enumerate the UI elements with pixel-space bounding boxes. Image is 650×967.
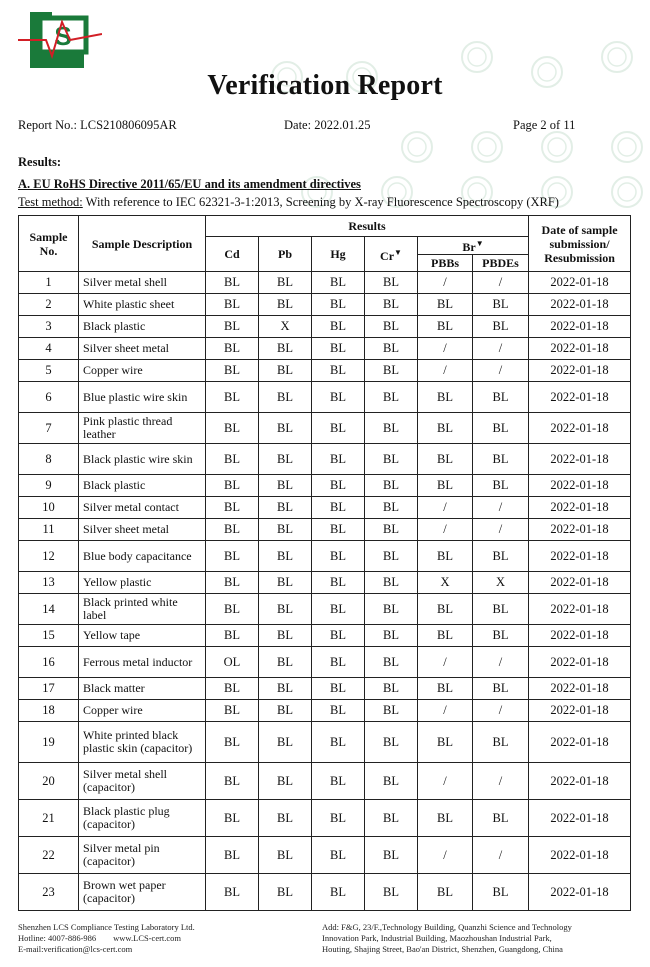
submission-date: 2022-01-18 xyxy=(529,800,631,837)
pbbs-result: BL xyxy=(418,444,473,475)
pb-result: BL xyxy=(259,678,312,700)
footer-hotline: Hotline: 4007-886-986 www.LCS-cert.com xyxy=(18,933,182,943)
table-row xyxy=(19,294,631,316)
watermark-emblem-icon xyxy=(400,130,434,164)
watermark-emblem-icon xyxy=(600,40,634,74)
sample-no: 6 xyxy=(19,382,79,413)
pbbs-result: / xyxy=(418,338,473,360)
table-row xyxy=(19,700,631,722)
submission-date: 2022-01-18 xyxy=(529,594,631,625)
cd-result: BL xyxy=(206,700,259,722)
pbdes-result: BL xyxy=(473,678,529,700)
cd-result: BL xyxy=(206,294,259,316)
report-number: Report No.: LCS210806095AR xyxy=(18,118,177,132)
hg-result: BL xyxy=(312,874,365,911)
test-method-text: With reference to IEC 62321-3-1:2013, Screening by X-ray Fluorescence Spectroscopy (XRF) xyxy=(82,195,559,209)
sample-description: Silver metal shell xyxy=(79,272,206,294)
sample-description: Yellow plastic xyxy=(79,572,206,594)
cd-result: BL xyxy=(206,572,259,594)
cd-result: BL xyxy=(206,360,259,382)
report-date: Date: 2022.01.25 xyxy=(284,118,371,132)
cd-result: BL xyxy=(206,874,259,911)
sample-no: 22 xyxy=(19,837,79,874)
pbdes-result: BL xyxy=(473,722,529,763)
header-results: Results xyxy=(206,216,529,237)
cr-result: BL xyxy=(365,722,418,763)
pb-result: BL xyxy=(259,382,312,413)
pbbs-result: / xyxy=(418,497,473,519)
hg-result: BL xyxy=(312,360,365,382)
header-br-marker: ▼ xyxy=(475,239,484,248)
sample-description: Black plastic xyxy=(79,316,206,338)
pbdes-result: / xyxy=(473,837,529,874)
pbdes-result: BL xyxy=(473,541,529,572)
cd-result: BL xyxy=(206,413,259,444)
hg-result: BL xyxy=(312,382,365,413)
pbbs-result: / xyxy=(418,837,473,874)
footer-address-line-2: Innovation Park, Industrial Building, Maozhoushan Industrial Park, xyxy=(322,933,552,943)
table-row xyxy=(19,444,631,475)
cd-result: BL xyxy=(206,800,259,837)
submission-date: 2022-01-18 xyxy=(529,360,631,382)
pb-result: X xyxy=(259,316,312,338)
submission-date: 2022-01-18 xyxy=(529,837,631,874)
hg-result: BL xyxy=(312,837,365,874)
cd-result: BL xyxy=(206,678,259,700)
test-method-label: Test method: xyxy=(18,195,83,209)
sample-no: 17 xyxy=(19,678,79,700)
sample-description: Copper wire xyxy=(79,360,206,382)
pbdes-result: / xyxy=(473,497,529,519)
sample-no: 2 xyxy=(19,294,79,316)
cd-result: BL xyxy=(206,316,259,338)
pb-result: BL xyxy=(259,700,312,722)
header-pbdes: PBDEs xyxy=(473,255,529,272)
cr-result: BL xyxy=(365,625,418,647)
hg-result: BL xyxy=(312,272,365,294)
pbbs-result: / xyxy=(418,700,473,722)
section-heading: A. EU RoHS Directive 2011/65/EU and its amendment directives xyxy=(18,177,361,191)
sample-description: Black printed white label xyxy=(79,594,206,625)
cd-result: BL xyxy=(206,272,259,294)
sample-no: 8 xyxy=(19,444,79,475)
sample-description: Brown wet paper (capacitor) xyxy=(79,874,206,911)
cr-result: BL xyxy=(365,382,418,413)
pbbs-result: BL xyxy=(418,722,473,763)
submission-date: 2022-01-18 xyxy=(529,763,631,800)
watermark-emblem-icon xyxy=(610,130,644,164)
cd-result: BL xyxy=(206,444,259,475)
pbdes-result: / xyxy=(473,338,529,360)
submission-date: 2022-01-18 xyxy=(529,497,631,519)
table-row xyxy=(19,763,631,800)
hg-result: BL xyxy=(312,413,365,444)
submission-date: 2022-01-18 xyxy=(529,647,631,678)
cr-result: BL xyxy=(365,272,418,294)
cr-result: BL xyxy=(365,294,418,316)
submission-date: 2022-01-18 xyxy=(529,700,631,722)
cr-result: BL xyxy=(365,647,418,678)
sample-description: White printed black plastic skin (capacitor) xyxy=(79,722,206,763)
cr-result: BL xyxy=(365,497,418,519)
pbbs-result: BL xyxy=(418,316,473,338)
pb-result: BL xyxy=(259,625,312,647)
header-cd: Cd xyxy=(206,237,259,272)
sample-description: Blue body capacitance xyxy=(79,541,206,572)
cd-result: BL xyxy=(206,541,259,572)
pb-result: BL xyxy=(259,541,312,572)
sample-description: Black plastic wire skin xyxy=(79,444,206,475)
footer-email: E-mail:verification@lcs-cert.com xyxy=(18,944,133,954)
cr-result: BL xyxy=(365,572,418,594)
cr-result: BL xyxy=(365,837,418,874)
table-row xyxy=(19,316,631,338)
sample-no: 21 xyxy=(19,800,79,837)
page-number: Page 2 of 11 xyxy=(513,118,576,132)
table-row xyxy=(19,413,631,444)
submission-date: 2022-01-18 xyxy=(529,444,631,475)
pb-result: BL xyxy=(259,272,312,294)
hg-result: BL xyxy=(312,594,365,625)
pbbs-result: / xyxy=(418,272,473,294)
pbdes-result: X xyxy=(473,572,529,594)
pbdes-result: / xyxy=(473,763,529,800)
submission-date: 2022-01-18 xyxy=(529,722,631,763)
pbbs-result: / xyxy=(418,360,473,382)
pbbs-result: BL xyxy=(418,625,473,647)
cr-result: BL xyxy=(365,594,418,625)
lcs-logo xyxy=(18,10,102,72)
hg-result: BL xyxy=(312,294,365,316)
submission-date: 2022-01-18 xyxy=(529,625,631,647)
sample-no: 10 xyxy=(19,497,79,519)
pb-result: BL xyxy=(259,475,312,497)
sample-no: 19 xyxy=(19,722,79,763)
sample-no: 20 xyxy=(19,763,79,800)
submission-date: 2022-01-18 xyxy=(529,475,631,497)
results-label: Results: xyxy=(18,155,62,169)
cr-result: BL xyxy=(365,541,418,572)
footer-company-name: Shenzhen LCS Compliance Testing Laboratory Ltd. xyxy=(18,922,195,932)
table-row xyxy=(19,572,631,594)
watermark-emblem-icon xyxy=(540,130,574,164)
sample-description: Blue plastic wire skin xyxy=(79,382,206,413)
pb-result: BL xyxy=(259,572,312,594)
submission-date: 2022-01-18 xyxy=(529,413,631,444)
sample-no: 14 xyxy=(19,594,79,625)
pbdes-result: BL xyxy=(473,382,529,413)
sample-no: 15 xyxy=(19,625,79,647)
submission-date: 2022-01-18 xyxy=(529,272,631,294)
cd-result: BL xyxy=(206,338,259,360)
table-row xyxy=(19,647,631,678)
header-br-label: Br xyxy=(462,240,476,254)
pbdes-result: BL xyxy=(473,874,529,911)
hg-result: BL xyxy=(312,475,365,497)
pb-result: BL xyxy=(259,594,312,625)
sample-description: Pink plastic thread leather xyxy=(79,413,206,444)
pb-result: BL xyxy=(259,763,312,800)
pbbs-result: X xyxy=(418,572,473,594)
footer-address xyxy=(322,922,572,955)
cr-result: BL xyxy=(365,874,418,911)
pbbs-result: BL xyxy=(418,413,473,444)
sample-description: Ferrous metal inductor xyxy=(79,647,206,678)
table-row xyxy=(19,475,631,497)
cr-result: BL xyxy=(365,700,418,722)
table-row xyxy=(19,497,631,519)
pb-result: BL xyxy=(259,519,312,541)
cr-result: BL xyxy=(365,800,418,837)
sample-no: 12 xyxy=(19,541,79,572)
watermark-emblem-icon xyxy=(610,175,644,209)
pb-result: BL xyxy=(259,647,312,678)
pb-result: BL xyxy=(259,413,312,444)
pb-result: BL xyxy=(259,294,312,316)
pbdes-result: / xyxy=(473,519,529,541)
hg-result: BL xyxy=(312,316,365,338)
hg-result: BL xyxy=(312,647,365,678)
submission-date: 2022-01-18 xyxy=(529,294,631,316)
pbbs-result: BL xyxy=(418,874,473,911)
cd-result: BL xyxy=(206,475,259,497)
sample-no: 13 xyxy=(19,572,79,594)
sample-no: 11 xyxy=(19,519,79,541)
table-row xyxy=(19,722,631,763)
cr-result: BL xyxy=(365,413,418,444)
cd-result: BL xyxy=(206,519,259,541)
submission-date: 2022-01-18 xyxy=(529,338,631,360)
footer-address-line-3: Houting, Shajing Street, Bao'an District, Shenzhen, Guangdong, China xyxy=(322,944,563,954)
cd-result: BL xyxy=(206,837,259,874)
sample-description: Silver metal pin (capacitor) xyxy=(79,837,206,874)
cr-result: BL xyxy=(365,444,418,475)
cr-result: BL xyxy=(365,360,418,382)
pbdes-result: BL xyxy=(473,594,529,625)
header-sample-no: Sample No. xyxy=(19,216,79,272)
pbbs-result: BL xyxy=(418,382,473,413)
sample-description: Copper wire xyxy=(79,700,206,722)
pbdes-result: BL xyxy=(473,316,529,338)
cd-result: BL xyxy=(206,625,259,647)
table-row xyxy=(19,800,631,837)
hg-result: BL xyxy=(312,541,365,572)
sample-no: 1 xyxy=(19,272,79,294)
sample-no: 3 xyxy=(19,316,79,338)
sample-description: Black plastic xyxy=(79,475,206,497)
pbdes-result: / xyxy=(473,647,529,678)
pb-result: BL xyxy=(259,497,312,519)
submission-date: 2022-01-18 xyxy=(529,519,631,541)
pbbs-result: BL xyxy=(418,294,473,316)
pbdes-result: BL xyxy=(473,444,529,475)
watermark-emblem-icon xyxy=(470,130,504,164)
header-cr-label: Cr xyxy=(380,248,395,263)
footer-address-line-1: Add: F&G, 23/F.,Technology Building, Quanzhi Science and Technology xyxy=(322,922,572,932)
table-row xyxy=(19,837,631,874)
watermark-emblem-icon xyxy=(460,40,494,74)
sample-no: 7 xyxy=(19,413,79,444)
submission-date: 2022-01-18 xyxy=(529,541,631,572)
pb-result: BL xyxy=(259,360,312,382)
hg-result: BL xyxy=(312,722,365,763)
header-pbbs: PBBs xyxy=(418,255,473,272)
cr-result: BL xyxy=(365,338,418,360)
pbbs-result: BL xyxy=(418,541,473,572)
sample-description: Silver metal contact xyxy=(79,497,206,519)
pbbs-result: / xyxy=(418,763,473,800)
pb-result: BL xyxy=(259,837,312,874)
pb-result: BL xyxy=(259,874,312,911)
cr-result: BL xyxy=(365,519,418,541)
table-row xyxy=(19,338,631,360)
cd-result: BL xyxy=(206,382,259,413)
report-title: Verification Report xyxy=(207,70,443,101)
table-row xyxy=(19,272,631,294)
table-row xyxy=(19,382,631,413)
pbdes-result: BL xyxy=(473,800,529,837)
svg-text:S: S xyxy=(54,21,72,51)
cr-result: BL xyxy=(365,678,418,700)
header-pb: Pb xyxy=(259,237,312,272)
table-row xyxy=(19,874,631,911)
sample-no: 18 xyxy=(19,700,79,722)
hg-result: BL xyxy=(312,497,365,519)
sample-no: 5 xyxy=(19,360,79,382)
sample-no: 9 xyxy=(19,475,79,497)
hg-result: BL xyxy=(312,519,365,541)
pb-result: BL xyxy=(259,338,312,360)
sample-description: Silver sheet metal xyxy=(79,519,206,541)
pbbs-result: BL xyxy=(418,800,473,837)
header-cr xyxy=(365,237,418,272)
cd-result: BL xyxy=(206,497,259,519)
pbdes-result: BL xyxy=(473,625,529,647)
cd-result: BL xyxy=(206,594,259,625)
submission-date: 2022-01-18 xyxy=(529,382,631,413)
pbdes-result: / xyxy=(473,700,529,722)
hg-result: BL xyxy=(312,763,365,800)
table-row xyxy=(19,625,631,647)
pbbs-result: / xyxy=(418,519,473,541)
sample-description: Black matter xyxy=(79,678,206,700)
pb-result: BL xyxy=(259,800,312,837)
table-row xyxy=(19,360,631,382)
hg-result: BL xyxy=(312,700,365,722)
header-sample-description: Sample Description xyxy=(79,216,206,272)
test-method xyxy=(18,195,559,210)
submission-date: 2022-01-18 xyxy=(529,316,631,338)
sample-description: White plastic sheet xyxy=(79,294,206,316)
pbbs-result: BL xyxy=(418,594,473,625)
submission-date: 2022-01-18 xyxy=(529,678,631,700)
cr-result: BL xyxy=(365,316,418,338)
pbbs-result: / xyxy=(418,647,473,678)
header-cr-marker: ▼ xyxy=(394,247,402,257)
pbdes-result: BL xyxy=(473,413,529,444)
header-br xyxy=(418,237,529,255)
submission-date: 2022-01-18 xyxy=(529,572,631,594)
hg-result: BL xyxy=(312,625,365,647)
cr-result: BL xyxy=(365,763,418,800)
sample-no: 16 xyxy=(19,647,79,678)
cr-result: BL xyxy=(365,475,418,497)
hg-result: BL xyxy=(312,444,365,475)
results-table xyxy=(18,215,631,911)
submission-date: 2022-01-18 xyxy=(529,874,631,911)
table-row xyxy=(19,541,631,572)
pbdes-result: BL xyxy=(473,475,529,497)
pbbs-result: BL xyxy=(418,678,473,700)
pbdes-result: / xyxy=(473,272,529,294)
sample-description: Yellow tape xyxy=(79,625,206,647)
hg-result: BL xyxy=(312,678,365,700)
table-row xyxy=(19,594,631,625)
pbbs-result: BL xyxy=(418,475,473,497)
sample-description: Silver sheet metal xyxy=(79,338,206,360)
sample-description: Silver metal shell (capacitor) xyxy=(79,763,206,800)
table-row xyxy=(19,678,631,700)
table-row xyxy=(19,519,631,541)
cd-result: OL xyxy=(206,647,259,678)
pb-result: BL xyxy=(259,722,312,763)
sample-description: Black plastic plug (capacitor) xyxy=(79,800,206,837)
footer-company xyxy=(18,922,195,955)
hg-result: BL xyxy=(312,800,365,837)
cd-result: BL xyxy=(206,763,259,800)
pbdes-result: / xyxy=(473,360,529,382)
hg-result: BL xyxy=(312,572,365,594)
hg-result: BL xyxy=(312,338,365,360)
header-hg: Hg xyxy=(312,237,365,272)
sample-no: 4 xyxy=(19,338,79,360)
sample-no: 23 xyxy=(19,874,79,911)
header-date: Date of sample submission/ Resubmission xyxy=(529,216,631,272)
cd-result: BL xyxy=(206,722,259,763)
pb-result: BL xyxy=(259,444,312,475)
pbdes-result: BL xyxy=(473,294,529,316)
